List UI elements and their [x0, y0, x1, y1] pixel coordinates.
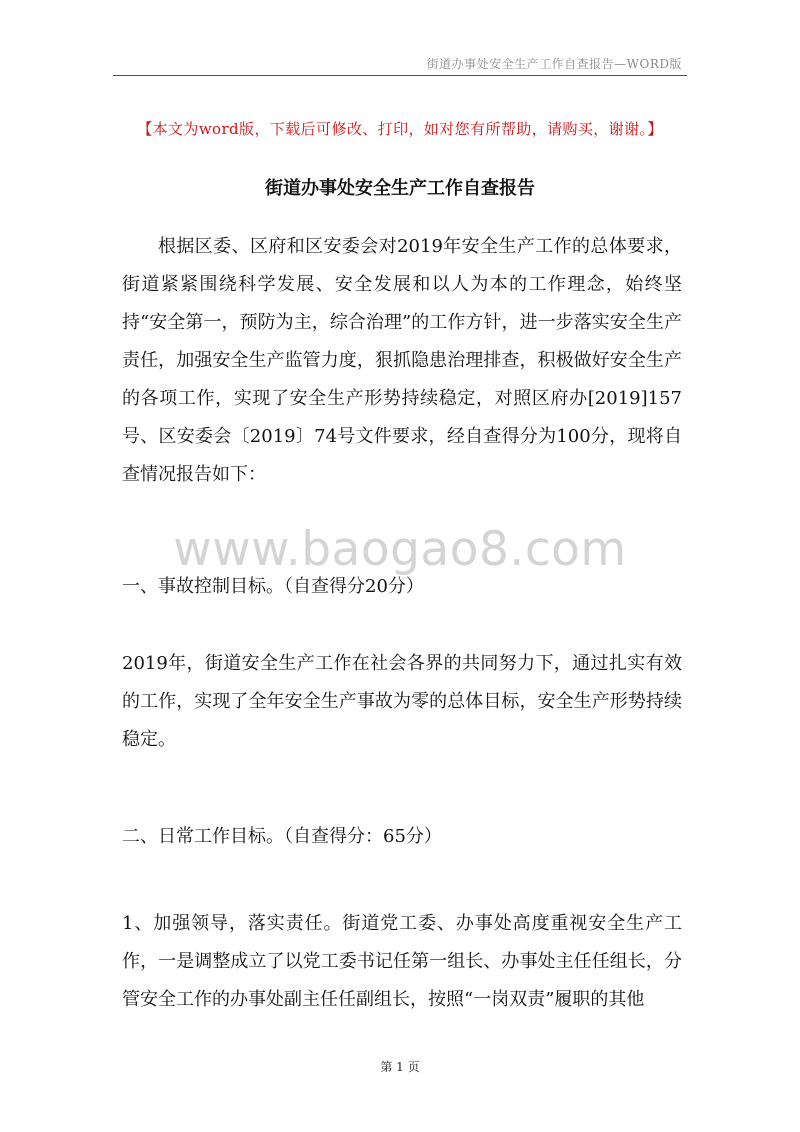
running-header: 街道办事处安全生产工作自查报告—WORD版	[426, 57, 682, 71]
section-1-body: 2019年，街道安全生产工作在社会各界的共同努力下，通过扎实有效的工作，实现了全年安全生产事故为零的总体目标，安全生产形势持续稳定。	[122, 653, 682, 750]
section-1-heading: 一、事故控制目标。（自查得分20分）	[122, 576, 424, 597]
document-title: 街道办事处安全生产工作自查报告	[265, 178, 535, 199]
page-number: 第 1 页	[380, 1060, 420, 1074]
section-2-heading: 二、日常工作目标。（自查得分：65分）	[122, 826, 442, 847]
intro-paragraph: 根据区委、区府和区安委会对2019年安全生产工作的总体要求，街道紧紧围绕科学发展、安全发展和以人为本的工作理念，始终坚持“安全第一，预防为主，综合治理”的工作方针，进一步落实安全生产责任，加强安全生产监管力度，狠抓隐患治理排查，积极做好安全生产的各项工作，实现了安全生产形势持续稳定，对照区府办[2019]157号、区安委会〔2019〕74号文件要求，经自查得分为100分，现将自查情况报告如下：	[122, 236, 682, 485]
section-2-item-1: 1、加强领导，落实责任。街道党工委、办事处高度重视安全生产工作，一是调整成立了以党工委书记任第一组长、办事处主任任组长，分管安全工作的办事处副主任任副组长，按照“一岗双责”履职的其他	[122, 913, 682, 1010]
watermark: www.baogao8.com	[173, 522, 627, 577]
header-divider	[113, 75, 687, 76]
purchase-notice: 【本文为word版，下载后可修改、打印，如对您有所帮助，请购买，谢谢。】	[137, 120, 663, 138]
